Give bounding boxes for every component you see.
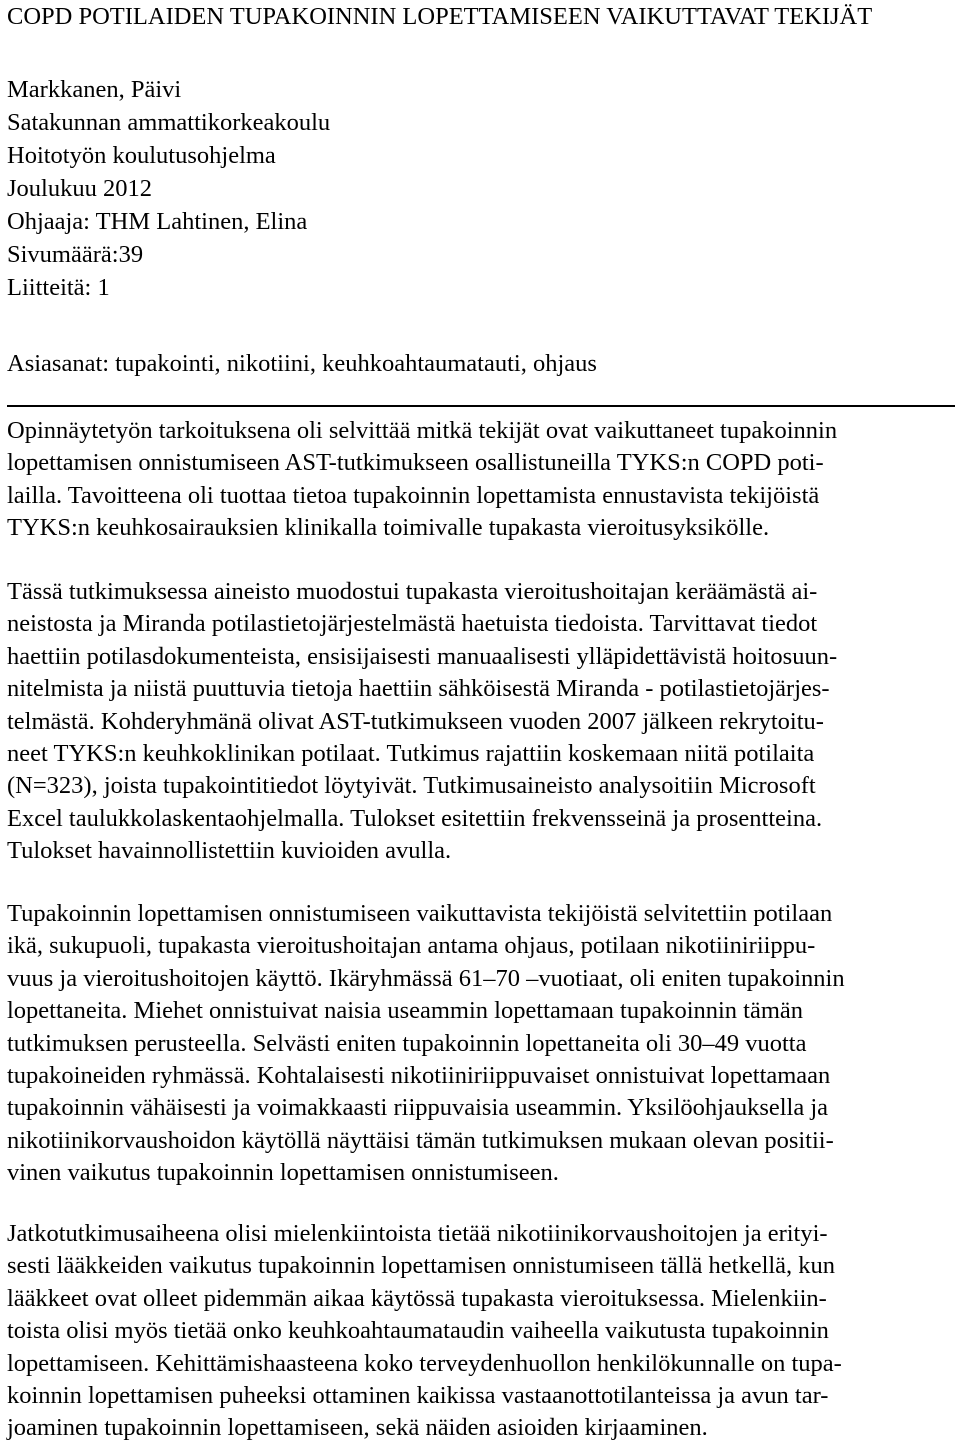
text-line: Jatkotutkimusaiheena olisi mielenkiintoista tietää nikotiinikorvaushoitojen ja erityi- [7, 1220, 828, 1247]
text-line: nitelmista ja niistä puuttuvia tietoja haettiin sähköisestä Miranda - potilastietojärjes- [7, 675, 830, 703]
text-line: tutkimuksen perusteella. Selvästi eniten tupakoinnin lopettaneita oli 30–49 vuotta [7, 1029, 807, 1057]
document-title: COPD POTILAIDEN TUPAKOINNIN LOPETTAMISEEN VAIKUTTAVAT TEKIJÄT [7, 3, 873, 30]
abstract-paragraph-purpose [7, 415, 953, 545]
page-count: Sivumäärä:39 [7, 241, 144, 268]
school-name: Satakunnan ammattikorkeakoulu [7, 109, 331, 136]
text-line: telmästä. Kohderyhmänä olivat AST-tutkimukseen vuoden 2007 jälkeen rekrytoitu- [7, 707, 824, 735]
text-line: ikä, sukupuoli, tupakasta vieroitushoitajan antama ohjaus, potilaan nikotiiniriippu- [7, 932, 816, 960]
text-line: lääkkeet ovat olleet pidemmän aikaa käytössä tupakasta vieroituksessa. Mielenkiin- [7, 1284, 827, 1312]
section-divider [7, 405, 955, 407]
abstract-paragraph-methods [7, 576, 953, 868]
text-line: neet TYKS:n keuhkoklinikan potilaat. Tutkimus rajattiin koskemaan niitä potilaita [7, 740, 815, 768]
supervisor-line: Ohjaaja: THM Lahtinen, Elina [7, 208, 308, 235]
text-line: lopettamiseen. Kehittämishaasteena koko terveydenhuollon henkilökunnalle on tupa- [7, 1349, 842, 1377]
text-line: Excel taulukkolaskentaohjelmalla. Tulokset esitettiin frekvensseinä ja prosentteina. [7, 804, 823, 832]
text-line: lailla. Tavoitteena oli tuottaa tietoa tupakoinnin lopettamista ennustavista tekijöistä [7, 481, 820, 509]
text-line: vinen vaikutus tupakoinnin lopettamisen onnistumiseen. [7, 1159, 559, 1187]
text-line: (N=323), joista tupakointitiedot löytyivät. Tutkimusaineisto analysoitiin Microsoft [7, 772, 816, 800]
keywords-line: Asiasanat: tupakointi, nikotiini, keuhkoahtaumatauti, ohjaus [7, 350, 597, 377]
text-line: lopettaneita. Miehet onnistuivat naisia useammin lopettamaan tupakoinnin tämän [7, 997, 804, 1025]
abstract-paragraph-future-research [7, 1218, 953, 1445]
text-line: Tässä tutkimuksessa aineisto muodostui tupakasta vieroitushoitajan keräämästä ai- [7, 578, 818, 605]
text-line: tupakoineiden ryhmässä. Kohtalaisesti nikotiiniriippuvaiset onnistuivat lopettamaan [7, 1062, 831, 1090]
text-line: neistosta ja Miranda potilastietojärjestelmästä haetuista tiedoista. Tarvittavat tiedot [7, 610, 818, 638]
publication-date: Joulukuu 2012 [7, 175, 152, 202]
text-line: haettiin potilasdokumenteista, ensisijaisesti manuaalisesti ylläpidettävistä hoitosuun- [7, 642, 838, 670]
program-name: Hoitotyön koulutusohjelma [7, 142, 276, 169]
text-line: Tupakoinnin lopettamisen onnistumiseen vaikuttavista tekijöistä selvitettiin potilaan [7, 900, 833, 927]
text-line: nikotiinikorvaushoidon käytöllä näyttäisi tämän tutkimuksen mukaan olevan positii- [7, 1126, 834, 1154]
text-line: Opinnäytetyön tarkoituksena oli selvittää mitkä tekijät ovat vaikuttaneet tupakoinnin [7, 417, 838, 444]
text-line: lopettamisen onnistumiseen AST-tutkimukseen osallistuneilla TYKS:n COPD poti- [7, 449, 824, 477]
text-line: sesti lääkkeiden vaikutus tupakoinnin lopettamisen onnistumiseen tällä hetkellä, kun [7, 1252, 836, 1280]
text-line: vuus ja vieroitushoitojen käyttö. Ikäryhmässä 61–70 –vuotiaat, oli eniten tupakoinnin [7, 964, 845, 992]
text-line: Tulokset havainnollistettiin kuvioiden avulla. [7, 837, 452, 865]
thesis-metadata [7, 73, 947, 304]
text-line: TYKS:n keuhkosairauksien klinikalla toimivalle tupakasta vieroitusyksikölle. [7, 514, 770, 542]
abstract-paragraph-results [7, 898, 953, 1190]
text-line: koinnin lopettamisen puheeksi ottaminen kaikissa vastaanottotilanteissa ja avun tar- [7, 1382, 829, 1410]
text-line: toista olisi myös tietää onko keuhkoahtaumataudin vaiheella vaikutusta tupakoinnin [7, 1317, 829, 1345]
appendix-count: Liitteitä: 1 [7, 274, 110, 301]
text-line: joaminen tupakoinnin lopettamiseen, sekä näiden asioiden kirjaaminen. [7, 1414, 708, 1442]
text-line: tupakoinnin vähäisesti ja voimakkaasti riippuvaisia useammin. Yksilöohjauksella ja [7, 1094, 829, 1122]
author-name: Markkanen, Päivi [7, 76, 182, 103]
